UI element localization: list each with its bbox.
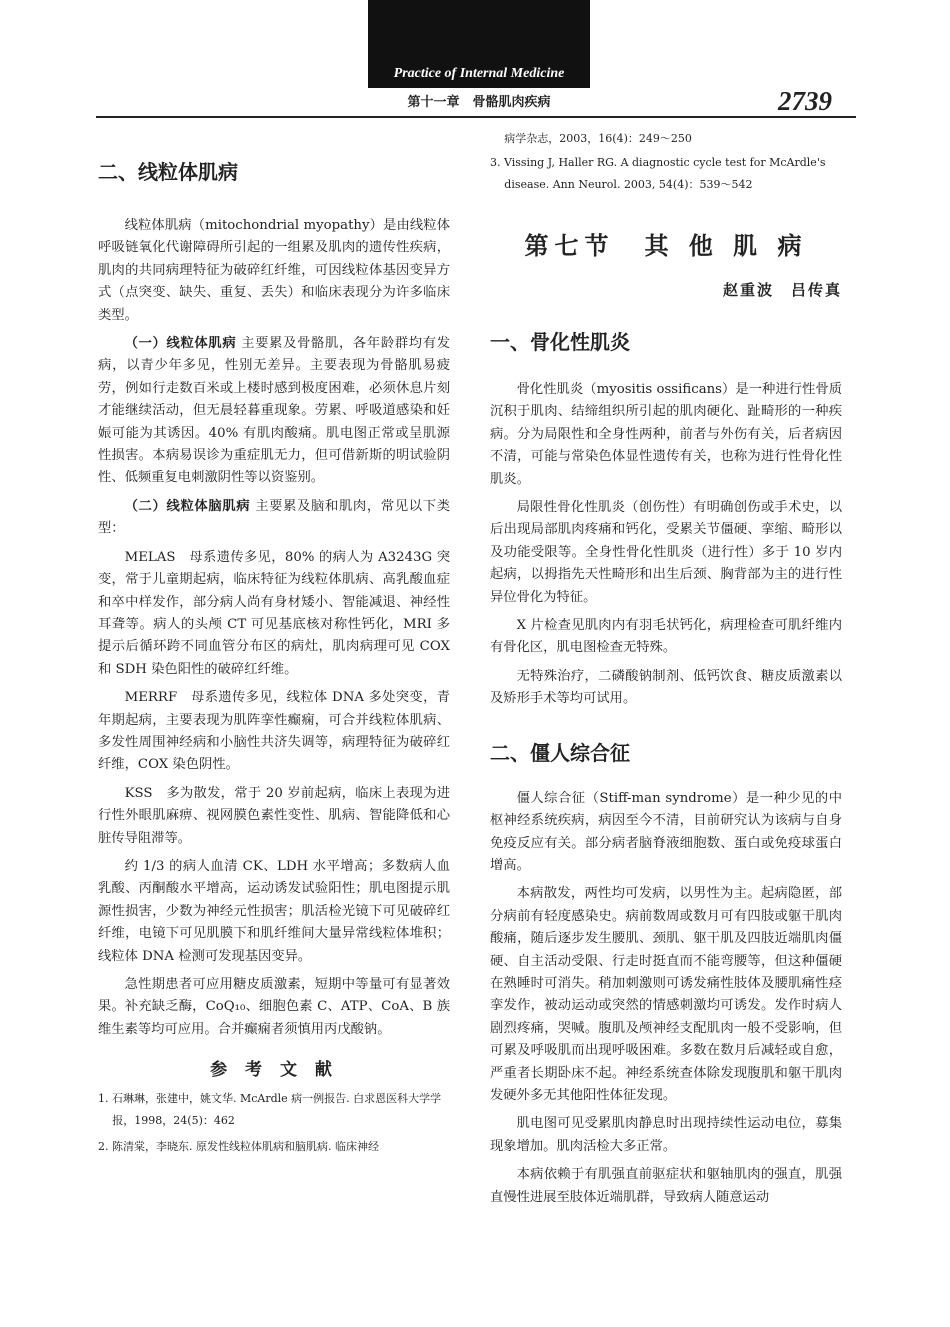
references-heading: 参 考 文 献	[210, 1060, 338, 1081]
paragraph-myositis-types: 局限性骨化性肌炎（创伤性）有明确创伤或手术史，以后出现局部肌肉疼痛和钙化，受累关节僵硬、挛缩、畸形以及功能受限等。全身性骨化性肌炎（进行性）多于 10 岁内起病，以拇指先天性畸形和出生后颈、胸背部为主的进行性异位骨化为特征。	[490, 500, 842, 605]
paragraph-mitochondrial-myopathy	[98, 333, 450, 490]
paragraph-stiff-man-diagnosis: 本病依赖于有肌强直前驱症状和躯轴肌肉的强直，肌强直慢性进展至肢体近端肌群，导致病人随意运动	[490, 1167, 842, 1205]
section-heading-myositis: 一、骨化性肌炎	[490, 330, 630, 354]
reference-item: 1. 石琳琳，张建中，姚文华. McArdle 病一例报告. 白求恩医科大学学报，1998，24(5)：462	[98, 1092, 442, 1128]
reference-list	[98, 1088, 450, 1158]
paragraph-stiff-man-emg: 肌电图可见受累肌肉静息时出现持续性运动电位，募集现象增加。肌肉活检大多正常。	[490, 1116, 842, 1154]
subheading-myopathy-text: 主要累及骨骼肌，各年龄群均有发病，以青少年多见，性别无差异。主要表现为骨骼肌易疲劳，例如行走数百米或上楼时感到极度困难，必须休息片刻才能继续活动，但无晨轻暮重现象。劳累、呼吸道感染和妊娠可能为其诱因。40% 有肌肉酸痛。肌电图正常或呈肌源性损害。本病易误诊为重症肌无力，但可借新斯的明试验阴性、低频重复电刺激阴性等以资鉴别。	[98, 336, 451, 486]
paragraph-stiff-man-clinical: 本病散发，两性均可发病，以男性为主。起病隐匿，部分病前有轻度感染史。病前数周或数月可有四肢或躯干肌肉酸痛，随后逐步发生腰肌、颈肌、躯干肌及四肢近端肌肉僵硬、自主活动受限、行走时挺直而不能弯腰等，但这种僵硬在熟睡时可消失。稍加刺激则可诱发痛性肢体及腰肌痛性痉挛发作，被动运动或突然的情感刺激均可诱发。发作时病人剧烈疼痛，哭喊。腹肌及颅神经支配肌肉一般不受影响，但可累及呼吸肌而出现呼吸困难。多数在数月后减轻或自愈，严重者长期卧床不起。神经系统查体除发现腹肌和躯干肌肉发硬外多无其他阳性体征发现。	[490, 886, 842, 1103]
left-column	[98, 120, 450, 1158]
reference-item: 2. 陈清棠，李晓东. 原发性线粒体肌病和脑肌病. 临床神经	[98, 1140, 379, 1154]
journal-title: Practice of Internal Medicine	[393, 66, 565, 81]
section-seven-title: 第七节 其 他 肌 病	[524, 232, 808, 260]
paragraph-merrf: MERRF 母系遗传多见，线粒体 DNA 多处突变，青年期起病，主要表现为肌阵挛性癫痫，可合并线粒体肌病、多发性周围神经病和小脑性共济失调等，病理特征为破碎红纤维，COX 染色阴性。	[98, 690, 450, 773]
paragraph-melas: MELAS 母系遗传多见，80% 的病人为 A3243G 突变，常于儿童期起病，临床特征为线粒体肌病、高乳酸血症和卒中样发作，部分病人尚有身材矮小、智能减退、神经性耳聋等。病人的头颅 CT 可见基底核对称性钙化，MRI 多提示后循环跨不同血管分布区的病灶，肌肉病理可见 COX 和 SDH 染色阳性的破碎红纤维。	[98, 549, 450, 677]
authors: 赵重波 吕传真	[722, 281, 842, 299]
paragraph-kss: KSS 多为散发，常于 20 岁前起病，临床上表现为进行性外眼肌麻痹、视网膜色素性变性、肌病、智能降低和心脏传导阻滞等。	[98, 785, 450, 846]
header-rule	[96, 116, 856, 118]
section-heading-mitochondrial: 二、线粒体肌病	[98, 160, 238, 184]
paragraph-labs: 约 1/3 的病人血清 CK、LDH 水平增高；多数病人血乳酸、丙酮酸水平增高，运动诱发试验阳性；肌电图提示肌源性损害，少数为神经元性损害；肌活检光镜下可见破碎红纤维，电镜下可见肌膜下和肌纤维间大量异常线粒体堆积；线粒体 DNA 检测可发现基因变异。	[98, 858, 450, 964]
subheading-encephalomyopathy: （二）线粒体脑肌病	[124, 498, 251, 514]
paragraph-stiff-man-intro: 僵人综合征（Stiff-man syndrome）是一种少见的中枢神经系统疾病，病因至今不清，目前研究认为该病与自身免疫反应有关。部分病者脑脊液细胞数、蛋白或免疫球蛋白增高。	[490, 790, 842, 873]
paragraph-encephalomyopathy	[98, 496, 450, 541]
subheading-encephalomyopathy-text: 主要累及脑和肌肉，常见以下类型：	[98, 498, 451, 537]
paragraph-myositis-exam: X 片检查见肌肉内有羽毛状钙化，病理检查可肌纤维内有骨化区，肌电图检查无特殊。	[490, 618, 842, 656]
page-number: 2739	[778, 86, 832, 116]
journal-title-band	[368, 0, 590, 88]
paragraph-treatment: 急性期患者可应用糖皮质激素，短期中等量可有显著效果。补充缺乏酶，CoQ₁₀、细胞色素 C、ATP、CoA、B 族维生素等均可应用。合并癫痫者须慎用丙戊酸钠。	[98, 977, 450, 1037]
subheading-myopathy: （一）线粒体肌病	[124, 336, 237, 352]
section-heading-stiff-man: 二、僵人综合征	[490, 740, 630, 765]
paragraph-myositis-intro: 骨化性肌炎（myositis ossificans）是一种进行性骨质沉积于肌肉、结缔组织所引起的肌肉硬化、趾畸形的一种疾病。分为局限性和全身性两种，前者与外伤有关，后者病因不清，可能与常染色体显性遗传有关，也称为进行性骨化性肌炎。	[490, 382, 842, 487]
reference-continuation: 病学杂志，2003，16(4)：249～250	[504, 132, 692, 145]
paragraph-intro: 线粒体肌病（mitochondrial myopathy）是由线粒体呼吸链氧化代谢障碍所引起的一组累及肌肉的遗传性疾病，肌肉的共同病理特征为破碎红纤维，可因线粒体基因变异方式（点突变、缺失、重复、丢失）和临床表现分为许多临床类型。	[98, 218, 450, 323]
right-column	[490, 120, 842, 1209]
chapter-title: 第十一章 骨骼肌肉疾病	[407, 95, 551, 110]
reference-item: 3. Vissing J, Haller RG. A diagnostic cycle test for McArdle's disease. Ann Neurol. 2003, 54(4)：539～542	[490, 156, 826, 191]
paragraph-myositis-treatment: 无特殊治疗，二磷酸钠制剂、低钙饮食、糖皮质激素以及矫形手术等均可试用。	[490, 668, 842, 707]
